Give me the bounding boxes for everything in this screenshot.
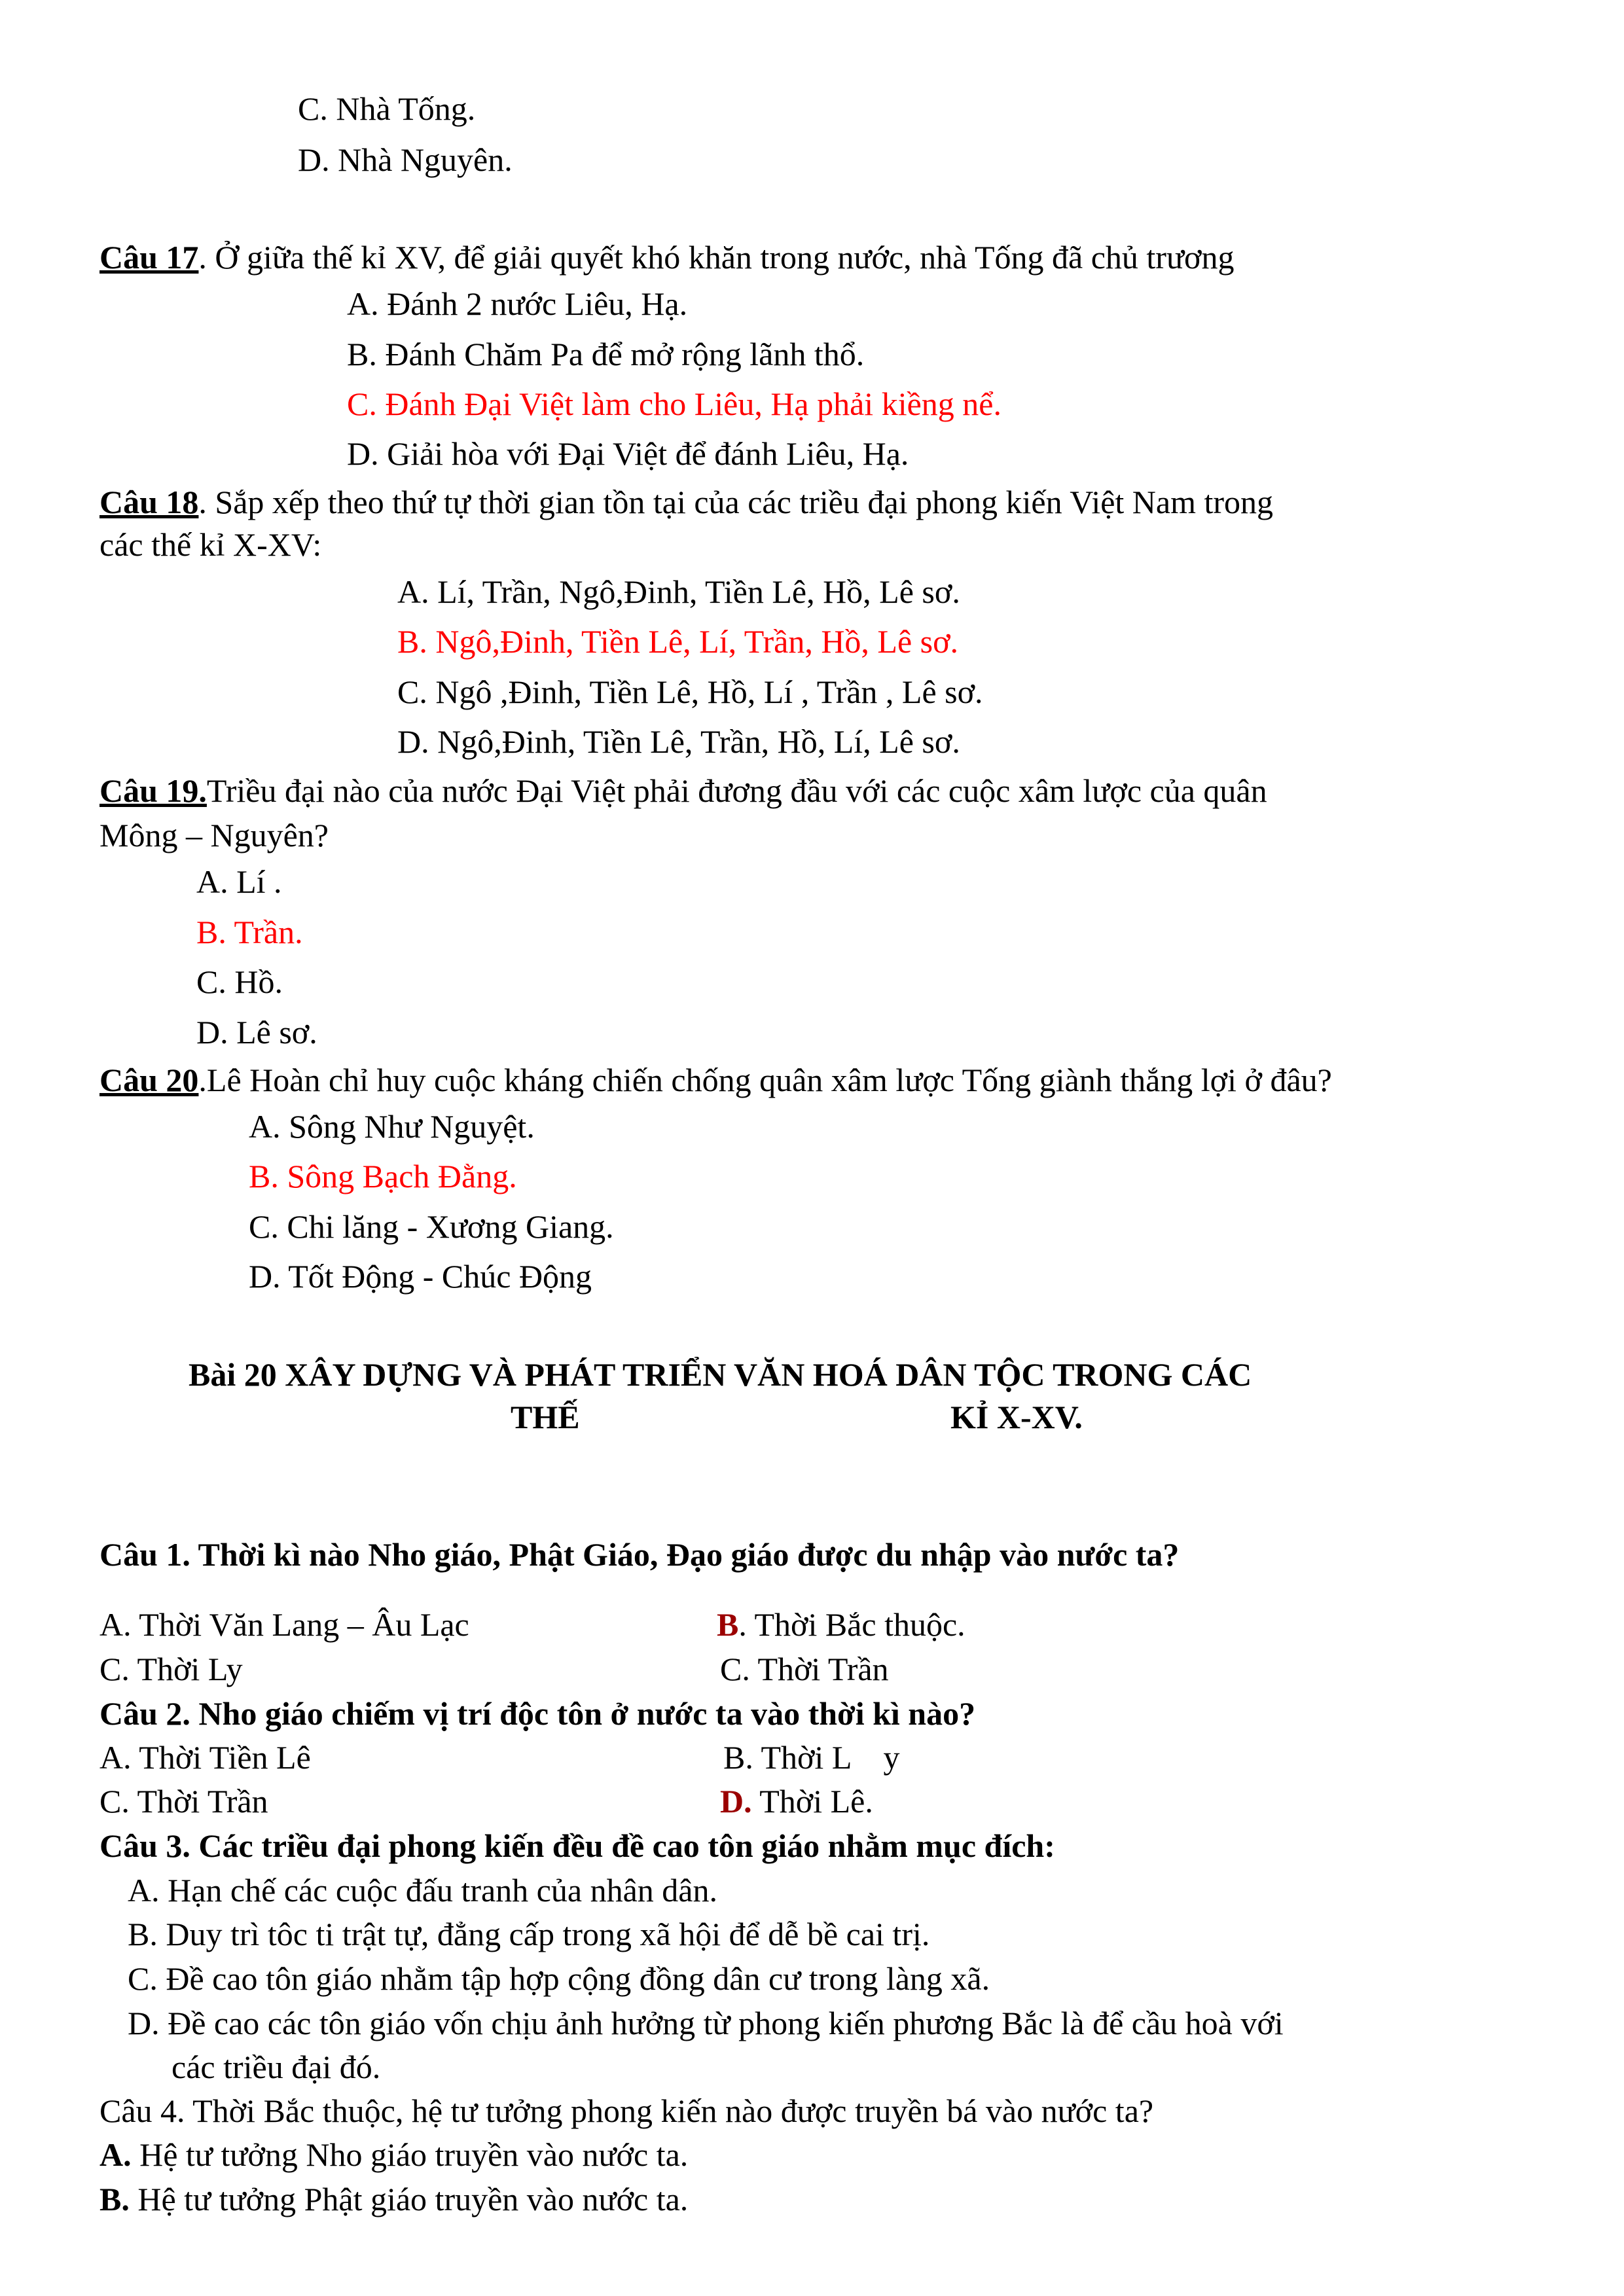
question-20-label: Câu 20 [99,1062,199,1098]
question-17-text: . Ở giữa thế kỉ XV, để giải quyết khó khăn trong nước, nhà Tống đã chủ trương [198,239,1235,276]
q20-option-c: C. Chi lăng - Xương Giang. [249,1208,614,1245]
c4-option-a [99,2134,688,2176]
c2-question: Câu 2. Nho giáo chiếm vị trí độc tôn ở nước ta vào thời kì nào? [99,1695,976,1732]
c2-option-d [720,1780,873,1822]
q16-option-d: D. Nhà Nguyên. [298,141,513,178]
question-17 [99,236,1234,278]
q16-option-c: C. Nhà Tống. [298,90,476,127]
c4-option-b-text: Hệ tư tưởng Phật giáo truyền vào nước ta. [129,2181,689,2217]
q17-option-d: D. Giải hòa với Đại Việt để đánh Liêu, Hạ. [347,435,909,472]
c3-question: Câu 3. Các triều đại phong kiến đều đề cao tôn giáo nhằm mục đích: [99,1827,1055,1864]
c3-option-a: A. Hạn chế các cuộc đấu tranh của nhân dân. [128,1872,717,1909]
q18-option-b-correct: B. Ngô,Đinh, Tiền Lê, Lí, Trần, Hồ, Lê sơ. [397,623,959,660]
c1-option-c-second: C. Thời Trần [720,1651,889,1687]
c1-option-b-letter: B [717,1606,739,1643]
lesson-title-line2-left: THẾ [511,1399,580,1435]
c3-option-b: B. Duy trì tôc ti trật tự, đẳng cấp trong xã hội để dễ bề cai trị. [128,1916,930,1952]
question-18-text: . Sắp xếp theo thứ tự thời gian tồn tại của các triều đại phong kiến Việt Nam trong [198,484,1274,520]
q18-option-a: A. Lí, Trần, Ngô,Đinh, Tiền Lê, Hồ, Lê sơ. [397,573,960,610]
q20-option-a: A. Sông Như Nguyệt. [249,1108,535,1145]
q19-option-a: A. Lí . [196,863,282,900]
q18-option-c: C. Ngô ,Đinh, Tiền Lê, Hồ, Lí , Trần , Lê sơ. [397,673,983,710]
q17-option-c-correct: C. Đánh Đại Việt làm cho Liêu, Hạ phải kiềng nể. [347,386,1001,422]
c2-option-d-text: Thời Lê. [751,1783,873,1820]
q19-option-d: D. Lê sơ. [196,1014,317,1050]
q17-option-a: A. Đánh 2 nước Liêu, Hạ. [347,285,688,322]
c1-option-a: A. Thời Văn Lang – Âu Lạc [99,1606,469,1643]
question-17-label: Câu 17 [99,239,199,276]
q20-option-b-correct: B. Sông Bạch Đằng. [249,1158,517,1194]
question-19-text-cont: Mông – Nguyên? [99,817,329,853]
q18-option-d: D. Ngô,Đinh, Tiền Lê, Trần, Hồ, Lí, Lê sơ. [397,723,960,760]
q19-option-b-correct: B. Trần. [196,914,303,950]
question-18-text-cont: các thế kỉ X-XV: [99,526,322,563]
c1-option-b [717,1604,965,1645]
q17-option-b: B. Đánh Chăm Pa để mở rộng lãnh thổ. [347,336,865,372]
c4-option-a-text: Hệ tư tưởng Nho giáo truyền vào nước ta. [131,2136,689,2173]
q20-option-d: D. Tốt Động - Chúc Động [249,1258,592,1295]
c4-option-b-letter: B. [99,2181,130,2217]
c2-option-a: A. Thời Tiền Lê [99,1739,311,1776]
c4-option-a-letter: A. [99,2136,132,2173]
lesson-title-line1: Bài 20 XÂY DỰNG VÀ PHÁT TRIỂN VĂN HOÁ DÂN TỘC TRONG CÁC [189,1356,1252,1393]
question-20 [99,1059,1332,1101]
c1-option-b-text: . Thời Bắc thuộc. [738,1606,965,1643]
question-20-text: .Lê Hoàn chỉ huy cuộc kháng chiến chống quân xâm lược Tống giành thắng lợi ở đâu? [198,1062,1332,1098]
c3-option-c: C. Đề cao tôn giáo nhằm tập hợp cộng đồng dân cư trong làng xã. [128,1960,990,1997]
q19-option-c: C. Hồ. [196,963,283,1000]
c4-question: Câu 4. Thời Bắc thuộc, hệ tư tưởng phong kiến nào được truyền bá vào nước ta? [99,2092,1154,2129]
lesson-title-line2-right: KỈ X-XV. [950,1399,1083,1435]
c1-question: Câu 1. Thời kì nào Nho giáo, Phật Giáo, Đạo giáo được du nhập vào nước ta? [99,1536,1180,1573]
c4-option-b [99,2178,688,2220]
c2-option-b: B. Thời L y [723,1739,900,1776]
question-19 [99,770,1267,812]
c2-option-d-letter: D. [720,1783,752,1820]
c2-option-c: C. Thời Trần [99,1783,268,1820]
c3-option-d-cont: các triều đại đó. [171,2049,381,2085]
question-19-text: Triều đại nào của nước Đại Việt phải đương đầu với các cuộc xâm lược của quân [206,772,1267,809]
question-19-label: Câu 19. [99,772,207,809]
question-18-label: Câu 18 [99,484,199,520]
c3-option-d: D. Đề cao các tôn giáo vốn chịu ảnh hưởng từ phong kiến phương Bắc là để cầu hoà với [128,2005,1284,2041]
question-18 [99,481,1273,523]
c1-option-c: C. Thời Ly [99,1651,243,1687]
